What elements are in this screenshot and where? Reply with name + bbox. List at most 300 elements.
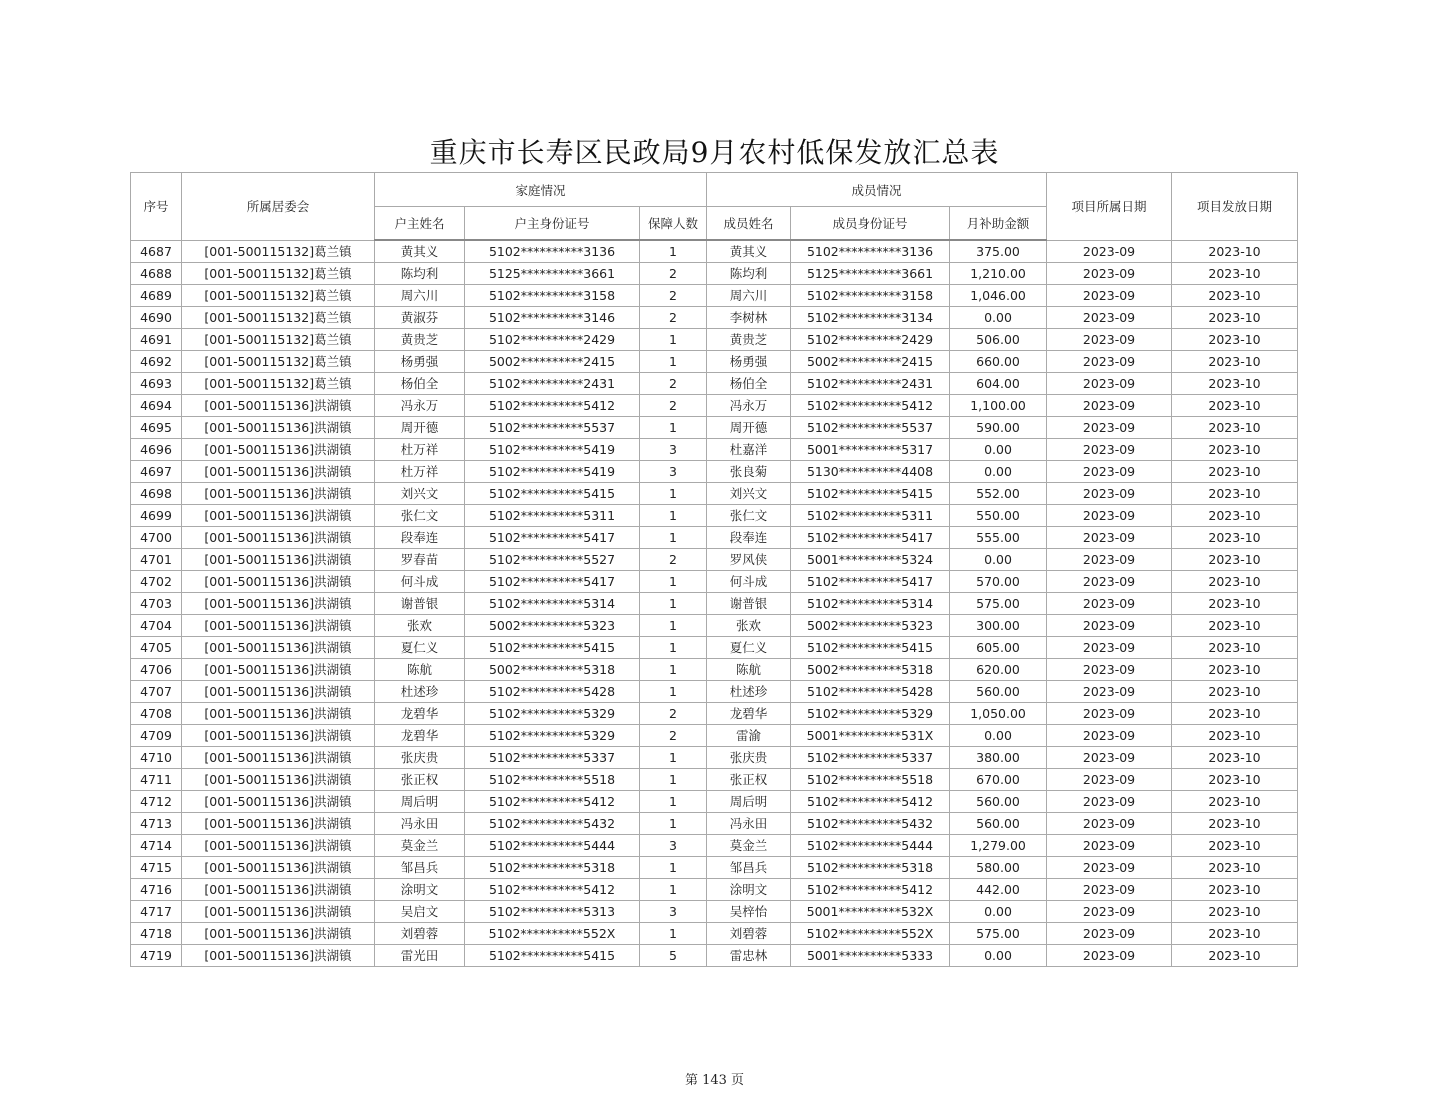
covered-count-cell: 1 bbox=[640, 483, 707, 505]
subsidy-cell: 575.00 bbox=[950, 593, 1047, 615]
table-row bbox=[131, 263, 1298, 285]
committee-cell: [001-500115136]洪湖镇 bbox=[182, 593, 375, 615]
table-row bbox=[131, 417, 1298, 439]
member-name-cell: 罗风侠 bbox=[707, 549, 791, 571]
member-name-cell: 冯永田 bbox=[707, 813, 791, 835]
committee-cell: [001-500115136]洪湖镇 bbox=[182, 835, 375, 857]
covered-count-cell: 1 bbox=[640, 681, 707, 703]
header-seq: 序号 bbox=[131, 173, 182, 241]
table-row bbox=[131, 879, 1298, 901]
table-row bbox=[131, 703, 1298, 725]
issue-date-cell: 2023-10 bbox=[1172, 879, 1298, 901]
head-name-cell: 张正权 bbox=[375, 769, 465, 791]
head-name-cell: 张庆贵 bbox=[375, 747, 465, 769]
member-id-cell: 5001**********5317 bbox=[791, 439, 950, 461]
table-row bbox=[131, 615, 1298, 637]
member-id-cell: 5102**********5415 bbox=[791, 483, 950, 505]
seq-cell: 4692 bbox=[131, 351, 182, 373]
table-row bbox=[131, 637, 1298, 659]
member-name-cell: 段奉连 bbox=[707, 527, 791, 549]
issue-date-cell: 2023-10 bbox=[1172, 439, 1298, 461]
seq-cell: 4704 bbox=[131, 615, 182, 637]
table-row bbox=[131, 571, 1298, 593]
project-date-cell: 2023-09 bbox=[1047, 725, 1172, 747]
committee-cell: [001-500115132]葛兰镇 bbox=[182, 329, 375, 351]
subsidy-cell: 380.00 bbox=[950, 747, 1047, 769]
covered-count-cell: 1 bbox=[640, 813, 707, 835]
member-id-cell: 5102**********5314 bbox=[791, 593, 950, 615]
covered-count-cell: 1 bbox=[640, 879, 707, 901]
seq-cell: 4713 bbox=[131, 813, 182, 835]
table-row bbox=[131, 923, 1298, 945]
project-date-cell: 2023-09 bbox=[1047, 637, 1172, 659]
committee-cell: [001-500115136]洪湖镇 bbox=[182, 395, 375, 417]
covered-count-cell: 1 bbox=[640, 240, 707, 263]
member-id-cell: 5102**********5318 bbox=[791, 857, 950, 879]
project-date-cell: 2023-09 bbox=[1047, 659, 1172, 681]
committee-cell: [001-500115136]洪湖镇 bbox=[182, 857, 375, 879]
member-id-cell: 5001**********5324 bbox=[791, 549, 950, 571]
head-id-cell: 5102**********5415 bbox=[465, 637, 640, 659]
member-name-cell: 莫金兰 bbox=[707, 835, 791, 857]
head-name-cell: 涂明文 bbox=[375, 879, 465, 901]
head-id-cell: 5102**********5428 bbox=[465, 681, 640, 703]
issue-date-cell: 2023-10 bbox=[1172, 901, 1298, 923]
subsidy-cell: 552.00 bbox=[950, 483, 1047, 505]
covered-count-cell: 3 bbox=[640, 835, 707, 857]
member-id-cell: 5102**********5412 bbox=[791, 395, 950, 417]
member-name-cell: 陈航 bbox=[707, 659, 791, 681]
committee-cell: [001-500115136]洪湖镇 bbox=[182, 483, 375, 505]
member-name-cell: 张欢 bbox=[707, 615, 791, 637]
covered-count-cell: 2 bbox=[640, 307, 707, 329]
member-name-cell: 杜嘉洋 bbox=[707, 439, 791, 461]
issue-date-cell: 2023-10 bbox=[1172, 945, 1298, 967]
project-date-cell: 2023-09 bbox=[1047, 791, 1172, 813]
seq-cell: 4708 bbox=[131, 703, 182, 725]
member-id-cell: 5102**********5412 bbox=[791, 791, 950, 813]
member-id-cell: 5102**********5432 bbox=[791, 813, 950, 835]
header-member-group: 成员情况 bbox=[707, 173, 1047, 207]
table-row bbox=[131, 505, 1298, 527]
table-row bbox=[131, 681, 1298, 703]
covered-count-cell: 2 bbox=[640, 285, 707, 307]
member-name-cell: 刘兴文 bbox=[707, 483, 791, 505]
member-name-cell: 杨勇强 bbox=[707, 351, 791, 373]
seq-cell: 4716 bbox=[131, 879, 182, 901]
member-name-cell: 杜述珍 bbox=[707, 681, 791, 703]
issue-date-cell: 2023-10 bbox=[1172, 593, 1298, 615]
head-name-cell: 张仁文 bbox=[375, 505, 465, 527]
committee-cell: [001-500115132]葛兰镇 bbox=[182, 263, 375, 285]
member-id-cell: 5102**********552X bbox=[791, 923, 950, 945]
committee-cell: [001-500115136]洪湖镇 bbox=[182, 725, 375, 747]
head-name-cell: 杜万祥 bbox=[375, 461, 465, 483]
member-id-cell: 5102**********5337 bbox=[791, 747, 950, 769]
head-id-cell: 5102**********5432 bbox=[465, 813, 640, 835]
member-id-cell: 5002**********5323 bbox=[791, 615, 950, 637]
page-number: 第 143 页 bbox=[684, 1073, 745, 1088]
table-row bbox=[131, 329, 1298, 351]
header-head-name: 户主姓名 bbox=[375, 207, 465, 241]
project-date-cell: 2023-09 bbox=[1047, 285, 1172, 307]
committee-cell: [001-500115132]葛兰镇 bbox=[182, 240, 375, 263]
seq-cell: 4701 bbox=[131, 549, 182, 571]
table-row bbox=[131, 373, 1298, 395]
subsidy-cell: 604.00 bbox=[950, 373, 1047, 395]
issue-date-cell: 2023-10 bbox=[1172, 571, 1298, 593]
issue-date-cell: 2023-10 bbox=[1172, 505, 1298, 527]
committee-cell: [001-500115136]洪湖镇 bbox=[182, 659, 375, 681]
subsidy-cell: 670.00 bbox=[950, 769, 1047, 791]
table-row bbox=[131, 527, 1298, 549]
head-name-cell: 夏仁义 bbox=[375, 637, 465, 659]
project-date-cell: 2023-09 bbox=[1047, 571, 1172, 593]
head-id-cell: 5102**********2431 bbox=[465, 373, 640, 395]
committee-cell: [001-500115136]洪湖镇 bbox=[182, 769, 375, 791]
project-date-cell: 2023-09 bbox=[1047, 593, 1172, 615]
member-name-cell: 周六川 bbox=[707, 285, 791, 307]
issue-date-cell: 2023-10 bbox=[1172, 813, 1298, 835]
covered-count-cell: 5 bbox=[640, 945, 707, 967]
member-id-cell: 5002**********2415 bbox=[791, 351, 950, 373]
covered-count-cell: 1 bbox=[640, 747, 707, 769]
project-date-cell: 2023-09 bbox=[1047, 329, 1172, 351]
head-name-cell: 段奉连 bbox=[375, 527, 465, 549]
head-name-cell: 冯永万 bbox=[375, 395, 465, 417]
seq-cell: 4718 bbox=[131, 923, 182, 945]
covered-count-cell: 2 bbox=[640, 703, 707, 725]
member-name-cell: 李树林 bbox=[707, 307, 791, 329]
seq-cell: 4700 bbox=[131, 527, 182, 549]
seq-cell: 4696 bbox=[131, 439, 182, 461]
member-name-cell: 张仁文 bbox=[707, 505, 791, 527]
subsidy-cell: 0.00 bbox=[950, 461, 1047, 483]
seq-cell: 4705 bbox=[131, 637, 182, 659]
head-id-cell: 5102**********5527 bbox=[465, 549, 640, 571]
member-name-cell: 张庆贵 bbox=[707, 747, 791, 769]
committee-cell: [001-500115136]洪湖镇 bbox=[182, 703, 375, 725]
header-subsidy: 月补助金额 bbox=[950, 207, 1047, 241]
table-row bbox=[131, 901, 1298, 923]
seq-cell: 4695 bbox=[131, 417, 182, 439]
table-row bbox=[131, 945, 1298, 967]
head-name-cell: 周六川 bbox=[375, 285, 465, 307]
project-date-cell: 2023-09 bbox=[1047, 615, 1172, 637]
project-date-cell: 2023-09 bbox=[1047, 747, 1172, 769]
issue-date-cell: 2023-10 bbox=[1172, 549, 1298, 571]
project-date-cell: 2023-09 bbox=[1047, 373, 1172, 395]
issue-date-cell: 2023-10 bbox=[1172, 703, 1298, 725]
subsidy-cell: 442.00 bbox=[950, 879, 1047, 901]
member-id-cell: 5102**********5518 bbox=[791, 769, 950, 791]
subsidy-cell: 660.00 bbox=[950, 351, 1047, 373]
covered-count-cell: 2 bbox=[640, 549, 707, 571]
covered-count-cell: 1 bbox=[640, 769, 707, 791]
head-id-cell: 5102**********5311 bbox=[465, 505, 640, 527]
member-id-cell: 5001**********531X bbox=[791, 725, 950, 747]
project-date-cell: 2023-09 bbox=[1047, 835, 1172, 857]
head-name-cell: 杨勇强 bbox=[375, 351, 465, 373]
seq-cell: 4703 bbox=[131, 593, 182, 615]
head-name-cell: 邹昌兵 bbox=[375, 857, 465, 879]
subsidy-cell: 1,050.00 bbox=[950, 703, 1047, 725]
table-row bbox=[131, 240, 1298, 263]
issue-date-cell: 2023-10 bbox=[1172, 351, 1298, 373]
table-row bbox=[131, 593, 1298, 615]
covered-count-cell: 1 bbox=[640, 791, 707, 813]
subsidy-cell: 506.00 bbox=[950, 329, 1047, 351]
issue-date-cell: 2023-10 bbox=[1172, 417, 1298, 439]
issue-date-cell: 2023-10 bbox=[1172, 857, 1298, 879]
committee-cell: [001-500115132]葛兰镇 bbox=[182, 351, 375, 373]
seq-cell: 4719 bbox=[131, 945, 182, 967]
covered-count-cell: 1 bbox=[640, 417, 707, 439]
head-id-cell: 5125**********3661 bbox=[465, 263, 640, 285]
head-id-cell: 5102**********5329 bbox=[465, 703, 640, 725]
table-row bbox=[131, 725, 1298, 747]
issue-date-cell: 2023-10 bbox=[1172, 637, 1298, 659]
committee-cell: [001-500115136]洪湖镇 bbox=[182, 549, 375, 571]
head-id-cell: 5102**********552X bbox=[465, 923, 640, 945]
head-id-cell: 5102**********5415 bbox=[465, 483, 640, 505]
subsidy-cell: 1,100.00 bbox=[950, 395, 1047, 417]
head-id-cell: 5102**********5329 bbox=[465, 725, 640, 747]
subsidy-cell: 590.00 bbox=[950, 417, 1047, 439]
head-name-cell: 杜万祥 bbox=[375, 439, 465, 461]
member-id-cell: 5102**********3158 bbox=[791, 285, 950, 307]
issue-date-cell: 2023-10 bbox=[1172, 835, 1298, 857]
seq-cell: 4699 bbox=[131, 505, 182, 527]
head-id-cell: 5102**********5313 bbox=[465, 901, 640, 923]
table-row bbox=[131, 549, 1298, 571]
member-id-cell: 5102**********2429 bbox=[791, 329, 950, 351]
project-date-cell: 2023-09 bbox=[1047, 549, 1172, 571]
table-row bbox=[131, 813, 1298, 835]
member-name-cell: 刘碧蓉 bbox=[707, 923, 791, 945]
subsidy-cell: 0.00 bbox=[950, 945, 1047, 967]
project-date-cell: 2023-09 bbox=[1047, 395, 1172, 417]
table-row bbox=[131, 659, 1298, 681]
project-date-cell: 2023-09 bbox=[1047, 417, 1172, 439]
member-name-cell: 谢普银 bbox=[707, 593, 791, 615]
seq-cell: 4714 bbox=[131, 835, 182, 857]
issue-date-cell: 2023-10 bbox=[1172, 527, 1298, 549]
committee-cell: [001-500115136]洪湖镇 bbox=[182, 461, 375, 483]
subsidy-cell: 605.00 bbox=[950, 637, 1047, 659]
head-name-cell: 张欢 bbox=[375, 615, 465, 637]
seq-cell: 4698 bbox=[131, 483, 182, 505]
seq-cell: 4689 bbox=[131, 285, 182, 307]
table-row bbox=[131, 395, 1298, 417]
covered-count-cell: 1 bbox=[640, 527, 707, 549]
covered-count-cell: 1 bbox=[640, 593, 707, 615]
issue-date-cell: 2023-10 bbox=[1172, 285, 1298, 307]
project-date-cell: 2023-09 bbox=[1047, 439, 1172, 461]
subsidy-cell: 1,046.00 bbox=[950, 285, 1047, 307]
head-id-cell: 5002**********5323 bbox=[465, 615, 640, 637]
head-name-cell: 吴启文 bbox=[375, 901, 465, 923]
seq-cell: 4711 bbox=[131, 769, 182, 791]
committee-cell: [001-500115136]洪湖镇 bbox=[182, 813, 375, 835]
seq-cell: 4706 bbox=[131, 659, 182, 681]
covered-count-cell: 2 bbox=[640, 263, 707, 285]
member-id-cell: 5102**********5415 bbox=[791, 637, 950, 659]
table-row bbox=[131, 747, 1298, 769]
head-id-cell: 5102**********5337 bbox=[465, 747, 640, 769]
project-date-cell: 2023-09 bbox=[1047, 307, 1172, 329]
table-row bbox=[131, 285, 1298, 307]
seq-cell: 4694 bbox=[131, 395, 182, 417]
project-date-cell: 2023-09 bbox=[1047, 857, 1172, 879]
subsidy-cell: 0.00 bbox=[950, 549, 1047, 571]
member-name-cell: 杨伯全 bbox=[707, 373, 791, 395]
head-id-cell: 5102**********3146 bbox=[465, 307, 640, 329]
subsidy-cell: 570.00 bbox=[950, 571, 1047, 593]
head-name-cell: 莫金兰 bbox=[375, 835, 465, 857]
member-id-cell: 5102**********3136 bbox=[791, 240, 950, 263]
committee-cell: [001-500115136]洪湖镇 bbox=[182, 879, 375, 901]
subsidy-table bbox=[130, 172, 1298, 967]
project-date-cell: 2023-09 bbox=[1047, 505, 1172, 527]
member-name-cell: 黄其义 bbox=[707, 240, 791, 263]
member-name-cell: 雷忠林 bbox=[707, 945, 791, 967]
seq-cell: 4688 bbox=[131, 263, 182, 285]
committee-cell: [001-500115132]葛兰镇 bbox=[182, 307, 375, 329]
head-id-cell: 5102**********3158 bbox=[465, 285, 640, 307]
header-family-group: 家庭情况 bbox=[375, 173, 707, 207]
project-date-cell: 2023-09 bbox=[1047, 879, 1172, 901]
head-id-cell: 5102**********5417 bbox=[465, 527, 640, 549]
head-id-cell: 5102**********5419 bbox=[465, 461, 640, 483]
head-id-cell: 5102**********5444 bbox=[465, 835, 640, 857]
header-member-id: 成员身份证号 bbox=[791, 207, 950, 241]
subsidy-cell: 560.00 bbox=[950, 681, 1047, 703]
head-name-cell: 谢普银 bbox=[375, 593, 465, 615]
table-row bbox=[131, 835, 1298, 857]
seq-cell: 4697 bbox=[131, 461, 182, 483]
member-name-cell: 龙碧华 bbox=[707, 703, 791, 725]
covered-count-cell: 1 bbox=[640, 659, 707, 681]
covered-count-cell: 2 bbox=[640, 725, 707, 747]
covered-count-cell: 1 bbox=[640, 571, 707, 593]
head-name-cell: 刘兴文 bbox=[375, 483, 465, 505]
member-name-cell: 吴梓怡 bbox=[707, 901, 791, 923]
covered-count-cell: 1 bbox=[640, 351, 707, 373]
member-name-cell: 张正权 bbox=[707, 769, 791, 791]
issue-date-cell: 2023-10 bbox=[1172, 373, 1298, 395]
subsidy-cell: 555.00 bbox=[950, 527, 1047, 549]
member-name-cell: 周开德 bbox=[707, 417, 791, 439]
table-row bbox=[131, 857, 1298, 879]
head-id-cell: 5102**********3136 bbox=[465, 240, 640, 263]
head-name-cell: 黄淑芬 bbox=[375, 307, 465, 329]
head-name-cell: 龙碧华 bbox=[375, 725, 465, 747]
head-id-cell: 5102**********5518 bbox=[465, 769, 640, 791]
seq-cell: 4691 bbox=[131, 329, 182, 351]
head-id-cell: 5002**********2415 bbox=[465, 351, 640, 373]
member-id-cell: 5102**********5417 bbox=[791, 527, 950, 549]
header-committee: 所属居委会 bbox=[182, 173, 375, 241]
head-name-cell: 周后明 bbox=[375, 791, 465, 813]
head-name-cell: 陈均利 bbox=[375, 263, 465, 285]
covered-count-cell: 2 bbox=[640, 373, 707, 395]
subsidy-cell: 375.00 bbox=[950, 240, 1047, 263]
table-row bbox=[131, 461, 1298, 483]
committee-cell: [001-500115136]洪湖镇 bbox=[182, 747, 375, 769]
covered-count-cell: 1 bbox=[640, 505, 707, 527]
head-name-cell: 陈航 bbox=[375, 659, 465, 681]
project-date-cell: 2023-09 bbox=[1047, 769, 1172, 791]
table-row bbox=[131, 351, 1298, 373]
seq-cell: 4709 bbox=[131, 725, 182, 747]
member-id-cell: 5001**********532X bbox=[791, 901, 950, 923]
committee-cell: [001-500115136]洪湖镇 bbox=[182, 417, 375, 439]
seq-cell: 4702 bbox=[131, 571, 182, 593]
head-id-cell: 5102**********5537 bbox=[465, 417, 640, 439]
member-id-cell: 5102**********2431 bbox=[791, 373, 950, 395]
head-id-cell: 5102**********5412 bbox=[465, 791, 640, 813]
subsidy-cell: 0.00 bbox=[950, 901, 1047, 923]
issue-date-cell: 2023-10 bbox=[1172, 769, 1298, 791]
member-name-cell: 周后明 bbox=[707, 791, 791, 813]
member-id-cell: 5102**********5444 bbox=[791, 835, 950, 857]
head-name-cell: 黄其义 bbox=[375, 240, 465, 263]
member-name-cell: 涂明文 bbox=[707, 879, 791, 901]
head-id-cell: 5102**********5419 bbox=[465, 439, 640, 461]
member-id-cell: 5001**********5333 bbox=[791, 945, 950, 967]
table-row bbox=[131, 307, 1298, 329]
issue-date-cell: 2023-10 bbox=[1172, 461, 1298, 483]
subsidy-cell: 0.00 bbox=[950, 439, 1047, 461]
table-row bbox=[131, 483, 1298, 505]
header-project-date: 项目所属日期 bbox=[1047, 173, 1172, 241]
head-id-cell: 5102**********2429 bbox=[465, 329, 640, 351]
committee-cell: [001-500115136]洪湖镇 bbox=[182, 615, 375, 637]
head-id-cell: 5102**********5314 bbox=[465, 593, 640, 615]
member-id-cell: 5125**********3661 bbox=[791, 263, 950, 285]
head-name-cell: 冯永田 bbox=[375, 813, 465, 835]
head-name-cell: 龙碧华 bbox=[375, 703, 465, 725]
member-id-cell: 5102**********5417 bbox=[791, 571, 950, 593]
project-date-cell: 2023-09 bbox=[1047, 461, 1172, 483]
committee-cell: [001-500115136]洪湖镇 bbox=[182, 637, 375, 659]
subsidy-cell: 300.00 bbox=[950, 615, 1047, 637]
committee-cell: [001-500115132]葛兰镇 bbox=[182, 373, 375, 395]
table-row bbox=[131, 439, 1298, 461]
member-id-cell: 5102**********5311 bbox=[791, 505, 950, 527]
project-date-cell: 2023-09 bbox=[1047, 923, 1172, 945]
member-name-cell: 黄贵芝 bbox=[707, 329, 791, 351]
committee-cell: [001-500115136]洪湖镇 bbox=[182, 791, 375, 813]
header-issue-date: 项目发放日期 bbox=[1172, 173, 1298, 241]
subsidy-cell: 580.00 bbox=[950, 857, 1047, 879]
head-name-cell: 黄贵芝 bbox=[375, 329, 465, 351]
covered-count-cell: 1 bbox=[640, 637, 707, 659]
head-name-cell: 周开德 bbox=[375, 417, 465, 439]
member-id-cell: 5102**********3134 bbox=[791, 307, 950, 329]
subsidy-cell: 1,210.00 bbox=[950, 263, 1047, 285]
issue-date-cell: 2023-10 bbox=[1172, 307, 1298, 329]
member-id-cell: 5130**********4408 bbox=[791, 461, 950, 483]
member-id-cell: 5002**********5318 bbox=[791, 659, 950, 681]
committee-cell: [001-500115136]洪湖镇 bbox=[182, 945, 375, 967]
committee-cell: [001-500115136]洪湖镇 bbox=[182, 439, 375, 461]
head-name-cell: 何斗成 bbox=[375, 571, 465, 593]
covered-count-cell: 1 bbox=[640, 615, 707, 637]
committee-cell: [001-500115136]洪湖镇 bbox=[182, 571, 375, 593]
member-id-cell: 5102**********5329 bbox=[791, 703, 950, 725]
